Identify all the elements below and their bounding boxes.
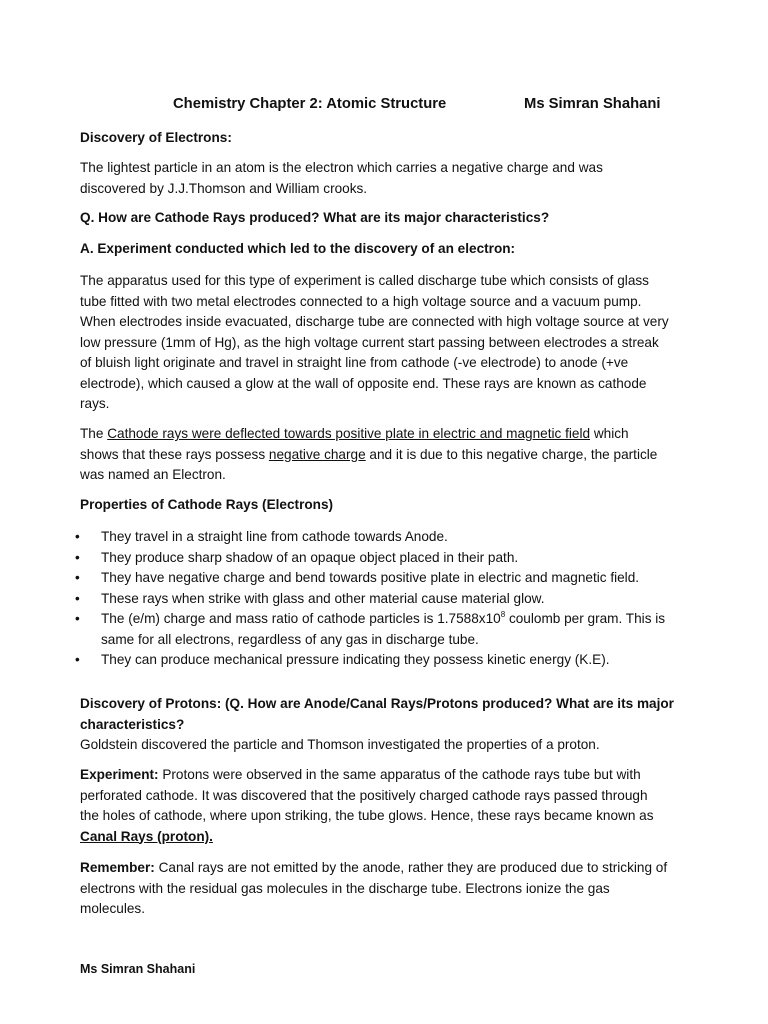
experiment-label: Experiment: — [80, 767, 159, 782]
list-item-text: These rays when strike with glass and other material cause material glow. — [101, 590, 545, 606]
author-name: Ms Simran Shahani — [524, 96, 661, 112]
text-span: Protons were observed in the same apparatus of the cathode rays tube but with — [158, 767, 641, 782]
list-item-text: They produce sharp shadow of an opaque object placed in their path. — [101, 549, 519, 565]
page-footer: Ms Simran Shahani — [80, 962, 196, 976]
list-item-text — [101, 609, 716, 630]
text-line: tube fitted with two metal electrodes connected to a high voltage source and a vacuum pump. — [80, 293, 642, 309]
exponent: 8 — [500, 610, 506, 619]
underlined-phrase: Cathode rays were deflected towards positive plate in electric and magnetic field — [107, 426, 591, 441]
text-span: Canal rays are not emitted by the anode, rather they are produced due to stricking of — [154, 860, 668, 875]
electrons-intro — [80, 158, 700, 199]
bullet: • — [75, 529, 80, 544]
list-item — [76, 527, 716, 548]
list-item — [76, 609, 716, 650]
text-line: the holes of cathode, where upon striking, the tube glows. Hence, these rays became known as — [80, 808, 654, 823]
deflection-paragraph — [80, 424, 700, 486]
text-line: electrode), which caused a glow at the wall of opposite end. These rays are known as cathode — [80, 375, 647, 391]
list-item — [76, 650, 716, 671]
text-line — [80, 765, 700, 786]
properties-heading: Properties of Cathode Rays (Electrons) — [80, 497, 334, 512]
text-line: Discovery of Protons: (Q. How are Anode/Canal Rays/Protons produced? What are its major — [80, 696, 674, 711]
list-item-text: same for all electrons, regardless of any gas in discharge tube. — [101, 631, 479, 647]
text-line — [80, 858, 700, 879]
text-line: The apparatus used for this type of experiment is called discharge tube which consists of glass — [80, 273, 649, 288]
bullet: • — [75, 652, 80, 667]
list-item-text: They travel in a straight line from cathode towards Anode. — [101, 529, 448, 544]
properties-list — [76, 527, 716, 671]
experiment-paragraph — [80, 765, 700, 847]
bullet: • — [75, 570, 80, 585]
text-line — [80, 827, 700, 848]
text-line: was named an Electron. — [80, 467, 226, 482]
text-line: rays. — [80, 396, 110, 411]
list-item — [76, 568, 716, 589]
list-item-text: They can produce mechanical pressure indicating they possess kinetic energy (K.E). — [101, 652, 610, 667]
text-span: which — [590, 426, 629, 441]
remember-label: Remember: — [80, 860, 155, 875]
list-item — [76, 548, 716, 569]
answer-heading: A. Experiment conducted which led to the discovery of an electron: — [80, 241, 516, 256]
apparatus-paragraph — [80, 271, 700, 415]
section-heading-protons — [80, 694, 700, 734]
text-line: electrons with the residual gas molecules in the discharge tube. Electrons ionize the gas — [80, 880, 610, 896]
bullet: • — [75, 590, 80, 606]
list-item-text: They have negative charge and bend towards positive plate in electric and magnetic field. — [101, 570, 640, 585]
section-heading-electrons: Discovery of Electrons: — [80, 130, 232, 145]
text-line: discovered by J.J.Thomson and William crooks. — [80, 180, 368, 196]
underlined-phrase: negative charge — [268, 446, 366, 462]
text-line — [80, 445, 700, 466]
text-span: shows that these rays possess — [80, 446, 269, 462]
text-span: coulomb per gram. This is — [505, 611, 666, 626]
text-line: low pressure (1mm of Hg), as the high voltage current start passing between electrodes a streak — [80, 334, 659, 350]
text-line: of bluish light originate and travel in straight line from cathode (-ve electrode) to anode (+ve — [80, 355, 629, 370]
goldstein-line: Goldstein discovered the particle and Thomson investigated the properties of a proton. — [80, 737, 600, 752]
text-span: The (e/m) charge and mass ratio of cathode particles is 1.7588x10 — [101, 611, 501, 626]
text-line: The lightest particle in an atom is the electron which carries a negative charge and was — [80, 160, 603, 175]
canal-rays-term: Canal Rays (proton). — [80, 828, 213, 844]
list-item — [76, 589, 716, 610]
text-line: When electrodes inside evacuated, discharge tube are connected with high voltage source at very — [80, 314, 669, 329]
question-cathode-rays: Q. How are Cathode Rays produced? What are its major characteristics? — [80, 210, 550, 225]
text-span: The — [80, 426, 108, 441]
page-title: Chemistry Chapter 2: Atomic Structure — [173, 96, 447, 112]
bullet: • — [75, 549, 80, 565]
text-span: and it is due to this negative charge, the particle — [365, 446, 658, 462]
bullet: • — [75, 611, 80, 626]
text-line: molecules. — [80, 901, 145, 916]
text-line: perforated cathode. It was discovered that the positively charged cathode rays passed through — [80, 787, 648, 803]
remember-paragraph — [80, 858, 700, 920]
text-line: characteristics? — [80, 716, 185, 732]
text-line — [80, 424, 700, 445]
